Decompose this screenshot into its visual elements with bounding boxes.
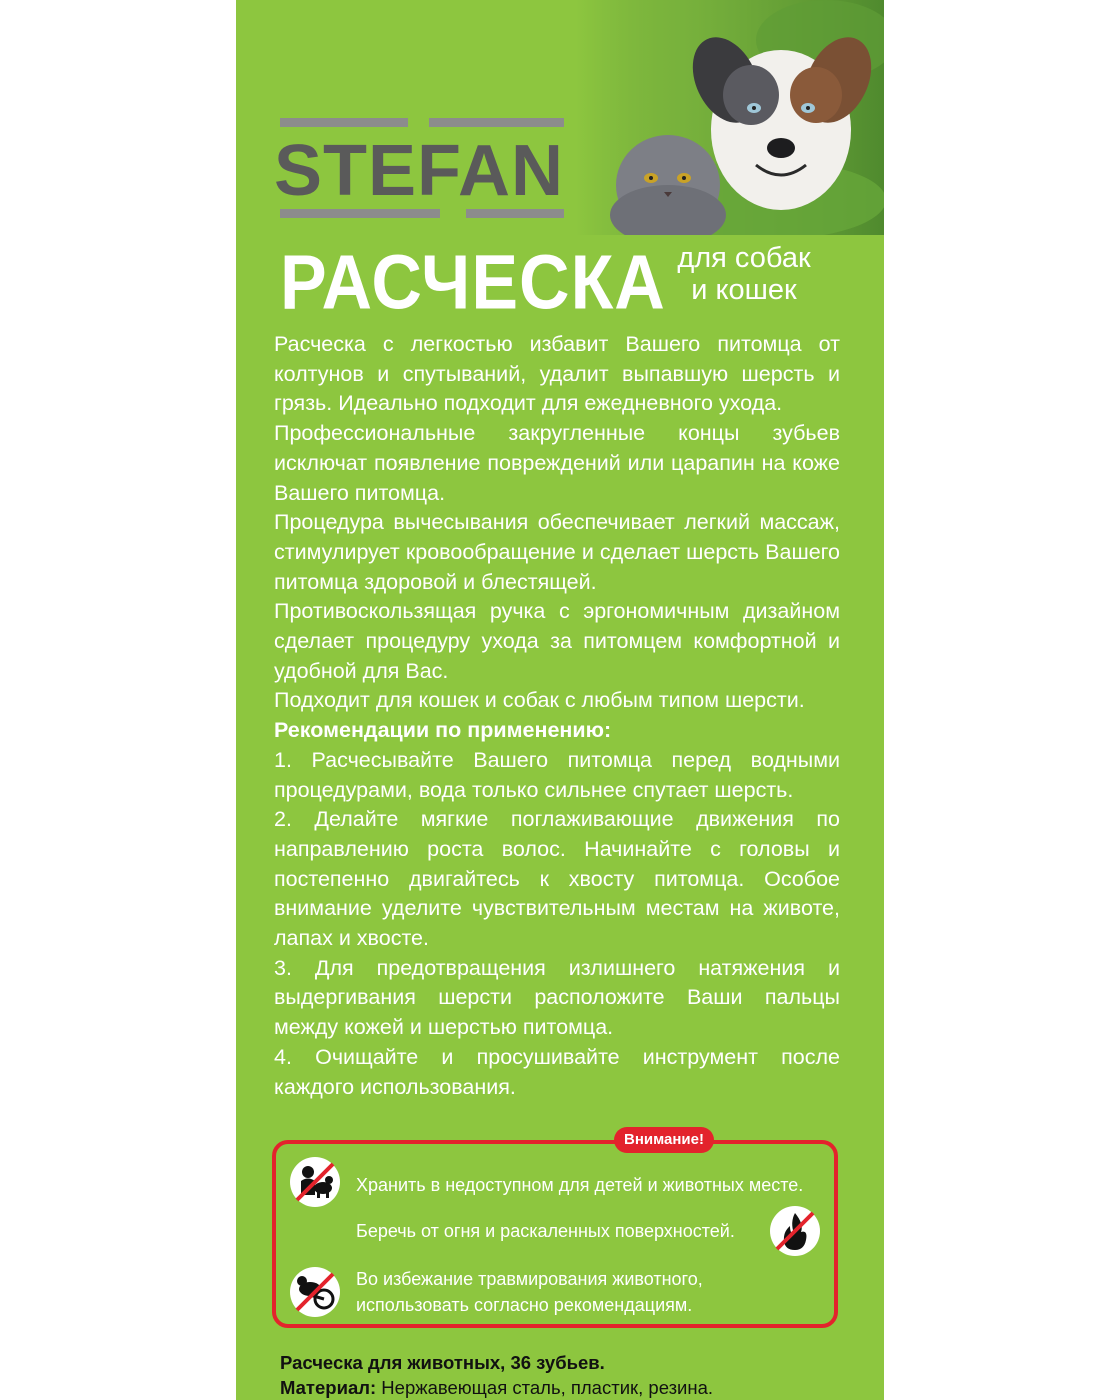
- warning-text-line: Во избежание травмирования животного,: [356, 1269, 703, 1289]
- paragraph: Профессиональные закругленные концы зубьев исключат появление повреждений или царапин на коже Вашего питомца.: [274, 421, 840, 505]
- material-value: Нержавеющая сталь, пластик, резина.: [381, 1377, 714, 1398]
- product-subtitle: [644, 242, 844, 306]
- recommendation-item: 2. Делайте мягкие поглаживающие движения по направлению роста волос. Начинайте с головы и постепенно двигайтесь к хвосту питомца. Особое внимание уделите чувствительным местам на животе, лапах и хвосте.: [274, 807, 840, 951]
- description: [274, 330, 840, 1102]
- warning-text: Хранить в недоступном для детей и животных месте.: [356, 1175, 804, 1195]
- warning-text: [356, 1266, 703, 1318]
- product-line: Расческа для животных, 36 зубьев.: [280, 1352, 605, 1373]
- recommendations-heading: Рекомендации по применению:: [274, 718, 612, 743]
- subtitle-line-2: и кошек: [691, 274, 797, 306]
- product-panel: [236, 0, 884, 1400]
- no-injury-icon: [288, 1265, 342, 1319]
- no-fire-icon: [768, 1204, 822, 1258]
- subtitle-line-1: для собак: [677, 242, 811, 274]
- paragraph: Противоскользящая ручка с эргономичным дизайном сделает процедуру ухода за питомцем комфортной и удобной для Вас.: [274, 599, 840, 683]
- warning-text-line: использовать согласно рекомендациям.: [356, 1295, 693, 1315]
- material-label: Материал:: [280, 1377, 377, 1398]
- recommendation-item: 1. Расчесывайте Вашего питомца перед водными процедурами, вода только сильнее спутает шерсть.: [274, 747, 840, 802]
- no-children-pets-icon: [288, 1155, 342, 1209]
- paragraph: Расческа с легкостью избавит Вашего питомца от колтунов и спутываний, удалит выпавшую шерсть и грязь. Идеально подходит для ежедневного ухода.: [274, 332, 840, 416]
- paragraph: Процедура вычесывания обеспечивает легкий массаж, стимулирует кровообращение и сделает шерсть Вашего питомца здоровой и блестящей.: [274, 510, 840, 594]
- warning-text: Беречь от огня и раскаленных поверхностей.: [356, 1221, 735, 1241]
- dog-and-cat-photo: [576, 0, 884, 235]
- brand-name: STEFAN: [274, 131, 565, 211]
- logo-bar-top-right: [429, 118, 564, 127]
- paragraph: Подходит для кошек и собак с любым типом шерсти.: [274, 688, 805, 713]
- brand-logo: [274, 118, 564, 218]
- recommendation-item: 3. Для предотвращения излишнего натяжения и выдергивания шерсти расположите Ваши пальцы между кожей и шерстью питомца.: [274, 955, 840, 1040]
- recommendation-item: 4. Очищайте и просушивайте инструмент после каждого использования.: [274, 1044, 840, 1099]
- product-footer: [280, 1350, 880, 1400]
- logo-bar-top-left: [280, 118, 408, 127]
- warning-label: Внимание!: [614, 1127, 714, 1153]
- product-title: РАСЧЕСКА: [280, 239, 666, 325]
